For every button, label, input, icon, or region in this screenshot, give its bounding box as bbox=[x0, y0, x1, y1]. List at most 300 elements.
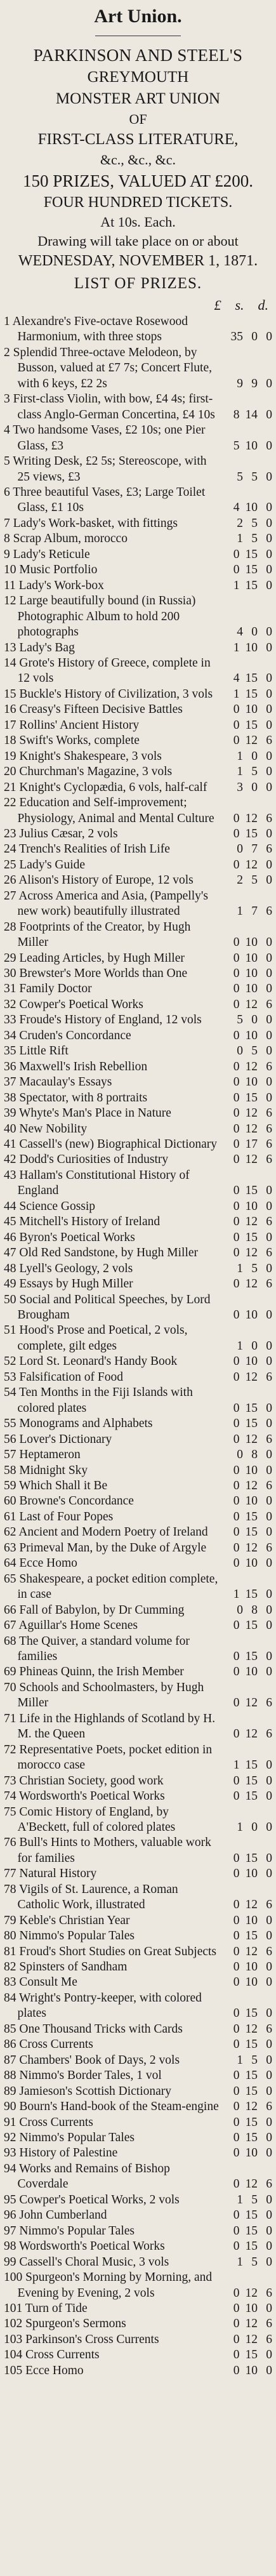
prize-item bbox=[4, 687, 272, 702]
prize-number: 21 bbox=[4, 780, 16, 794]
prize-number: 69 bbox=[4, 1665, 16, 1679]
prize-text: Cassell's (new) Biographical Dictionary bbox=[19, 1138, 218, 1152]
value-pounds: 0 bbox=[233, 1432, 240, 1446]
prize-number: 76 bbox=[4, 1836, 16, 1850]
prize-number: 42 bbox=[4, 1153, 16, 1167]
prize-value bbox=[220, 1758, 272, 1773]
prize-text: Spurgeon's Morning by Morning, and Evening by Evening, 2 vols bbox=[17, 2271, 213, 2300]
tickets-line: FOUR HUNDRED TICKETS. bbox=[43, 194, 233, 211]
prize-text: First-class Violin, with bow, £4 4s; first-class Anglo-German Concertina, £4 10s bbox=[13, 392, 215, 422]
value-pounds: 0 bbox=[233, 1153, 240, 1167]
prize-number: 49 bbox=[4, 1277, 16, 1291]
prize-item bbox=[4, 1012, 272, 1028]
prize-value bbox=[220, 1478, 272, 1494]
prize-number: 99 bbox=[4, 2255, 16, 2269]
prize-item bbox=[4, 1510, 272, 1525]
prize-value bbox=[220, 1664, 272, 1680]
prize-number: 102 bbox=[4, 2317, 23, 2331]
value-pence: 0 bbox=[266, 2302, 272, 2315]
prize-item bbox=[4, 2146, 272, 2161]
value-pounds: 1 bbox=[237, 905, 243, 919]
value-pounds: 0 bbox=[233, 1619, 240, 1633]
value-shillings: 12 bbox=[245, 1246, 258, 1260]
prize-number: 61 bbox=[4, 1510, 16, 1524]
value-pounds: 5 bbox=[233, 439, 240, 453]
value-shillings: 15 bbox=[245, 1619, 258, 1633]
value-pounds: 0 bbox=[233, 563, 240, 577]
prize-value bbox=[220, 1308, 272, 1323]
prize-item bbox=[4, 1680, 272, 1711]
value-pounds: 1 bbox=[237, 532, 243, 546]
value-shillings: 0 bbox=[251, 1820, 258, 1834]
prize-text: Lord St. Leonard's Handy Book bbox=[19, 1355, 178, 1369]
prize-description bbox=[4, 2255, 220, 2270]
value-pence: 0 bbox=[266, 1851, 272, 1865]
prize-description bbox=[4, 1510, 220, 1525]
value-pounds: 0 bbox=[233, 2348, 240, 2362]
prize-description bbox=[4, 345, 220, 392]
prize-item bbox=[4, 547, 272, 562]
value-pounds: 0 bbox=[233, 1478, 240, 1492]
prize-item bbox=[4, 1478, 272, 1494]
value-pence: 0 bbox=[266, 2038, 272, 2052]
value-pence: 6 bbox=[266, 2022, 272, 2036]
prize-text: Creasy's Fifteen Decisive Battles bbox=[19, 703, 183, 717]
prize-number: 67 bbox=[4, 1619, 16, 1633]
value-pounds: 0 bbox=[233, 1494, 240, 1508]
prize-description bbox=[4, 780, 220, 795]
prize-value bbox=[220, 935, 272, 950]
prize-value bbox=[220, 1774, 272, 1789]
prize-description bbox=[4, 2068, 220, 2083]
prize-number: 88 bbox=[4, 2069, 16, 2083]
prize-description bbox=[4, 1525, 220, 1540]
value-shillings: 10 bbox=[245, 501, 258, 515]
prize-description bbox=[4, 1618, 220, 1633]
prize-number: 104 bbox=[4, 2348, 23, 2362]
prize-description bbox=[4, 951, 220, 966]
prize-value bbox=[220, 2053, 272, 2068]
prize-item bbox=[4, 1354, 272, 1369]
value-pence: 0 bbox=[266, 1913, 272, 1927]
value-pounds: 0 bbox=[233, 703, 240, 717]
value-pounds: 8 bbox=[233, 408, 240, 422]
prize-value bbox=[220, 1494, 272, 1509]
value-pounds: 0 bbox=[233, 1308, 240, 1322]
prize-item bbox=[4, 1432, 272, 1447]
prize-value bbox=[220, 1897, 272, 1913]
prize-item bbox=[4, 1882, 272, 1913]
value-pounds: 0 bbox=[237, 1044, 243, 1058]
prize-number: 7 bbox=[4, 516, 10, 530]
value-pence: 6 bbox=[266, 1215, 272, 1229]
prize-description bbox=[4, 516, 220, 531]
prize-description bbox=[4, 718, 220, 733]
value-pence: 0 bbox=[266, 827, 272, 840]
value-pounds: 0 bbox=[233, 1867, 240, 1881]
prize-description bbox=[4, 1572, 220, 1603]
prize-item bbox=[4, 1866, 272, 1882]
prize-value bbox=[220, 1975, 272, 1990]
value-pence: 0 bbox=[266, 470, 272, 484]
prize-number: 86 bbox=[4, 2038, 16, 2052]
value-shillings: 15 bbox=[245, 1417, 258, 1431]
prize-item bbox=[4, 345, 272, 392]
prize-value bbox=[220, 1463, 272, 1478]
value-shillings: 5 bbox=[251, 532, 258, 546]
prize-text: Browne's Concordance bbox=[19, 1494, 134, 1508]
prize-text: Schools and Schoolmasters, by Hugh Miller bbox=[17, 1680, 204, 1710]
prize-value bbox=[220, 1261, 272, 1277]
prize-value bbox=[220, 1447, 272, 1463]
value-shillings: 12 bbox=[245, 1370, 258, 1384]
value-pence: 0 bbox=[266, 2193, 272, 2207]
value-pence: 0 bbox=[266, 858, 272, 872]
value-pence: 0 bbox=[266, 1525, 272, 1539]
prize-text: Nimmo's Popular Tales bbox=[19, 2224, 135, 2238]
value-shillings: 12 bbox=[245, 1944, 258, 1958]
value-shillings: 12 bbox=[245, 2177, 258, 2191]
prize-number: 70 bbox=[4, 1680, 16, 1694]
value-pounds: 0 bbox=[233, 1091, 240, 1105]
prize-description bbox=[4, 2115, 220, 2130]
prize-text: Natural History bbox=[19, 1867, 97, 1881]
value-shillings: 15 bbox=[245, 1774, 258, 1788]
prize-item bbox=[4, 966, 272, 981]
prize-description bbox=[4, 547, 220, 562]
prize-description bbox=[4, 1541, 220, 1556]
organizers: PARKINSON AND STEEL'S bbox=[33, 46, 243, 65]
value-pounds: 0 bbox=[233, 1541, 240, 1555]
prize-number: 35 bbox=[4, 1044, 16, 1058]
prize-number: 32 bbox=[4, 997, 16, 1011]
value-shillings: 12 bbox=[245, 1541, 258, 1555]
prize-description bbox=[4, 1091, 220, 1106]
prize-item bbox=[4, 2363, 272, 2379]
prize-value bbox=[220, 1122, 272, 1137]
prize-text: Footprints of the Creator, by Hugh Miller bbox=[17, 920, 191, 950]
prize-description bbox=[4, 1603, 220, 1618]
value-pounds: 0 bbox=[233, 1059, 240, 1073]
prize-description bbox=[4, 2161, 220, 2193]
prize-description bbox=[4, 1447, 220, 1463]
value-pounds: 0 bbox=[233, 1028, 240, 1042]
prize-description bbox=[4, 2316, 220, 2332]
prize-description bbox=[4, 1944, 220, 1960]
prize-value bbox=[220, 2115, 272, 2130]
prize-text: Midnight Sky bbox=[19, 1463, 88, 1477]
prize-text: Social and Political Speeches, by Lord Brougham bbox=[17, 1292, 211, 1322]
prize-description bbox=[4, 1680, 220, 1711]
value-pence: 0 bbox=[266, 2115, 272, 2129]
value-pence: 0 bbox=[266, 641, 272, 654]
value-shillings: 10 bbox=[245, 1665, 258, 1679]
prize-number: 44 bbox=[4, 1199, 16, 1213]
value-pence: 6 bbox=[266, 1898, 272, 1912]
value-pounds: 0 bbox=[233, 1510, 240, 1524]
prize-text: Ten Months in the Fiji Islands with colored plates bbox=[17, 1386, 193, 1415]
prize-description bbox=[4, 981, 220, 997]
prize-description bbox=[4, 454, 220, 485]
value-pounds: 0 bbox=[233, 967, 240, 981]
prize-description bbox=[4, 1044, 220, 1059]
value-pence: 6 bbox=[266, 1059, 272, 1073]
prize-text: Jamieson's Scottish Dictionary bbox=[19, 2084, 172, 2098]
prize-value bbox=[220, 2208, 272, 2223]
prize-number: 90 bbox=[4, 2100, 16, 2114]
prize-number: 25 bbox=[4, 858, 16, 872]
prize-text: Wordsworth's Poetical Works bbox=[19, 1789, 165, 1803]
value-pounds: 0 bbox=[233, 1665, 240, 1679]
prize-number: 83 bbox=[4, 1975, 16, 1989]
prize-description bbox=[4, 1960, 220, 1975]
prizes-line: 150 PRIZES, VALUED AT £200. bbox=[22, 171, 254, 190]
prize-number: 37 bbox=[4, 1075, 16, 1089]
prize-description bbox=[4, 485, 220, 516]
value-shillings: 10 bbox=[245, 936, 258, 950]
prize-number: 56 bbox=[4, 1432, 16, 1446]
value-pounds: 0 bbox=[233, 1230, 240, 1244]
value-shillings: 8 bbox=[251, 1603, 258, 1617]
value-shillings: 10 bbox=[245, 1463, 258, 1477]
prize-item bbox=[4, 1991, 272, 2022]
prize-description bbox=[4, 531, 220, 547]
prize-text: Ancient and Modern Poetry of Ireland bbox=[18, 1525, 208, 1539]
prize-number: 68 bbox=[4, 1634, 16, 1648]
prize-value bbox=[220, 1230, 272, 1245]
prize-item bbox=[4, 827, 272, 842]
prize-item bbox=[4, 1261, 272, 1277]
value-pence: 6 bbox=[266, 2317, 272, 2331]
prize-item bbox=[4, 2130, 272, 2146]
prize-value bbox=[220, 1401, 272, 1416]
prize-value bbox=[220, 516, 272, 531]
prize-value bbox=[220, 1044, 272, 1059]
prize-description bbox=[4, 687, 220, 702]
value-shillings: 10 bbox=[245, 1199, 258, 1213]
value-shillings: 15 bbox=[245, 2115, 258, 2129]
prize-number: 46 bbox=[4, 1230, 16, 1244]
value-shillings: 10 bbox=[245, 1867, 258, 1881]
prize-value bbox=[220, 842, 272, 857]
value-pence: 0 bbox=[266, 982, 272, 996]
prize-number: 93 bbox=[4, 2146, 16, 2160]
prize-item bbox=[4, 2068, 272, 2083]
prize-description bbox=[4, 920, 220, 951]
value-pounds: 0 bbox=[233, 1898, 240, 1912]
prize-item bbox=[4, 997, 272, 1012]
value-shillings: 9 bbox=[251, 376, 258, 390]
prize-description bbox=[4, 997, 220, 1012]
prize-value bbox=[220, 1603, 272, 1618]
value-pounds: 0 bbox=[237, 1448, 243, 1462]
prize-number: 79 bbox=[4, 1913, 16, 1927]
prize-description bbox=[4, 1230, 220, 1245]
prize-number: 5 bbox=[4, 455, 10, 468]
prize-description bbox=[4, 1292, 220, 1324]
prize-description bbox=[4, 1028, 220, 1044]
value-shillings: 15 bbox=[245, 1525, 258, 1539]
value-pounds: 5 bbox=[237, 1013, 243, 1027]
event-name: MONSTER ART UNION bbox=[55, 90, 221, 107]
prize-description bbox=[4, 1556, 220, 1571]
prize-text: Nimmo's Popular Tales bbox=[19, 1929, 135, 1943]
prize-value bbox=[220, 470, 272, 485]
value-pence: 6 bbox=[266, 2332, 272, 2346]
prize-text: Falsification of Food bbox=[19, 1370, 123, 1384]
prize-item bbox=[4, 516, 272, 531]
value-pounds: 0 bbox=[233, 2363, 240, 2377]
value-shillings: 15 bbox=[245, 1649, 258, 1663]
value-pounds: 1 bbox=[233, 1758, 240, 1772]
value-pounds: 0 bbox=[233, 1929, 240, 1943]
value-pence: 6 bbox=[266, 811, 272, 825]
value-shillings: 15 bbox=[245, 2131, 258, 2145]
prize-value bbox=[220, 2084, 272, 2099]
value-shillings: 0 bbox=[251, 330, 258, 344]
prize-value bbox=[220, 2177, 272, 2192]
prize-text: Aguillar's Home Scenes bbox=[18, 1619, 138, 1633]
prize-value bbox=[220, 1525, 272, 1540]
prize-text: John Cumberland bbox=[19, 2208, 107, 2222]
value-pounds: 0 bbox=[233, 858, 240, 872]
prize-number: 89 bbox=[4, 2084, 16, 2098]
prize-description bbox=[4, 2053, 220, 2068]
value-shillings: 12 bbox=[245, 2317, 258, 2331]
prize-description bbox=[4, 2130, 220, 2146]
value-pence: 0 bbox=[266, 749, 272, 763]
prize-description bbox=[4, 2363, 220, 2379]
prize-number: 10 bbox=[4, 563, 16, 577]
value-shillings: 0 bbox=[251, 749, 258, 763]
prize-value bbox=[220, 780, 272, 795]
prize-value bbox=[220, 1199, 272, 1214]
value-pounds: 0 bbox=[233, 2224, 240, 2238]
value-pence: 6 bbox=[266, 905, 272, 919]
value-shillings: 12 bbox=[245, 1153, 258, 1167]
prize-description bbox=[4, 764, 220, 780]
prize-number: 105 bbox=[4, 2363, 23, 2377]
value-pounds: 1 bbox=[237, 1339, 243, 1353]
prize-item bbox=[4, 842, 272, 857]
value-pence: 0 bbox=[266, 1261, 272, 1275]
value-shillings: 15 bbox=[245, 1789, 258, 1803]
value-pence: 0 bbox=[266, 672, 272, 686]
prize-description bbox=[4, 1866, 220, 1882]
value-pence: 0 bbox=[266, 1774, 272, 1788]
value-shillings: 15 bbox=[245, 2240, 258, 2254]
prize-item bbox=[4, 2239, 272, 2254]
prize-item bbox=[4, 656, 272, 687]
prize-list bbox=[4, 314, 272, 2379]
prize-number: 45 bbox=[4, 1215, 16, 1229]
prize-text: Trench's Realities of Irish Life bbox=[19, 842, 170, 856]
prize-text: Nimmo's Popular Tales bbox=[19, 2131, 135, 2145]
prize-description bbox=[4, 1354, 220, 1369]
prize-number: 82 bbox=[4, 1960, 16, 1974]
prize-description bbox=[4, 2022, 220, 2037]
value-pence: 0 bbox=[266, 1184, 272, 1198]
value-pounds: 0 bbox=[237, 842, 243, 856]
prize-number: 85 bbox=[4, 2022, 16, 2036]
prize-number: 92 bbox=[4, 2131, 16, 2145]
prize-value bbox=[220, 1696, 272, 1711]
prize-number: 34 bbox=[4, 1028, 16, 1042]
prize-text: History of Palestine bbox=[19, 2146, 118, 2160]
prize-item bbox=[4, 1711, 272, 1743]
draw-notice: Drawing will take place on or about bbox=[37, 233, 239, 249]
prize-text: Old Red Sandstone, by Hugh Miller bbox=[19, 1246, 199, 1260]
value-pence: 0 bbox=[266, 873, 272, 887]
value-shillings: 12 bbox=[245, 2100, 258, 2114]
prize-item bbox=[4, 780, 272, 795]
value-shillings: 17 bbox=[245, 1138, 258, 1152]
prize-item bbox=[4, 2037, 272, 2052]
prize-item bbox=[4, 1277, 272, 1292]
prize-description bbox=[4, 423, 220, 454]
value-shillings: 10 bbox=[245, 703, 258, 717]
prize-text: Cowper's Poetical Works bbox=[19, 997, 143, 1011]
prize-item bbox=[4, 1603, 272, 1618]
value-pence: 6 bbox=[266, 1122, 272, 1136]
prize-value bbox=[220, 2006, 272, 2021]
prize-item bbox=[4, 1091, 272, 1106]
value-shillings: 5 bbox=[251, 1261, 258, 1275]
value-pounds: 0 bbox=[233, 1789, 240, 1803]
prize-number: 30 bbox=[4, 967, 16, 981]
value-pence: 6 bbox=[266, 1541, 272, 1555]
prize-value bbox=[220, 2099, 272, 2115]
prize-item bbox=[4, 764, 272, 780]
value-pence: 6 bbox=[266, 2286, 272, 2300]
prize-value bbox=[220, 873, 272, 888]
price-column-headers bbox=[4, 296, 272, 314]
value-shillings: 10 bbox=[245, 1960, 258, 1974]
prize-item bbox=[4, 578, 272, 594]
value-pence: 6 bbox=[266, 1478, 272, 1492]
prize-item bbox=[4, 889, 272, 920]
prize-text: Monograms and Alphabets bbox=[19, 1417, 153, 1431]
prize-text: Large beautifully bound (in Russia) Photographic Album to hold 200 photographs bbox=[17, 594, 196, 639]
prize-item bbox=[4, 1292, 272, 1324]
value-pence: 0 bbox=[266, 1588, 272, 1602]
prize-value bbox=[220, 2068, 272, 2083]
prize-item bbox=[4, 485, 272, 516]
value-pounds: 2 bbox=[237, 873, 243, 887]
prize-text: Maxwell's Irish Rebellion bbox=[19, 1059, 148, 1073]
prize-item bbox=[4, 1494, 272, 1509]
value-pence: 0 bbox=[266, 1401, 272, 1415]
prize-number: 60 bbox=[4, 1494, 16, 1508]
value-shillings: 10 bbox=[245, 1557, 258, 1570]
prize-description bbox=[4, 1991, 220, 2022]
prize-description bbox=[4, 2084, 220, 2099]
prize-item bbox=[4, 2347, 272, 2363]
prize-text: Family Doctor bbox=[19, 982, 92, 996]
prize-item bbox=[4, 1106, 272, 1121]
prize-text: Chambers' Book of Days, 2 vols bbox=[19, 2053, 180, 2067]
value-pence: 0 bbox=[266, 936, 272, 950]
prize-value bbox=[220, 811, 272, 827]
prize-text: Science Gossip bbox=[19, 1199, 96, 1213]
value-pounds: 1 bbox=[237, 749, 243, 763]
prize-item bbox=[4, 749, 272, 764]
value-pence: 0 bbox=[266, 967, 272, 981]
prize-number: 50 bbox=[4, 1292, 16, 1306]
value-pence: 0 bbox=[266, 1494, 272, 1508]
prize-item bbox=[4, 2301, 272, 2316]
prize-value bbox=[220, 329, 272, 345]
